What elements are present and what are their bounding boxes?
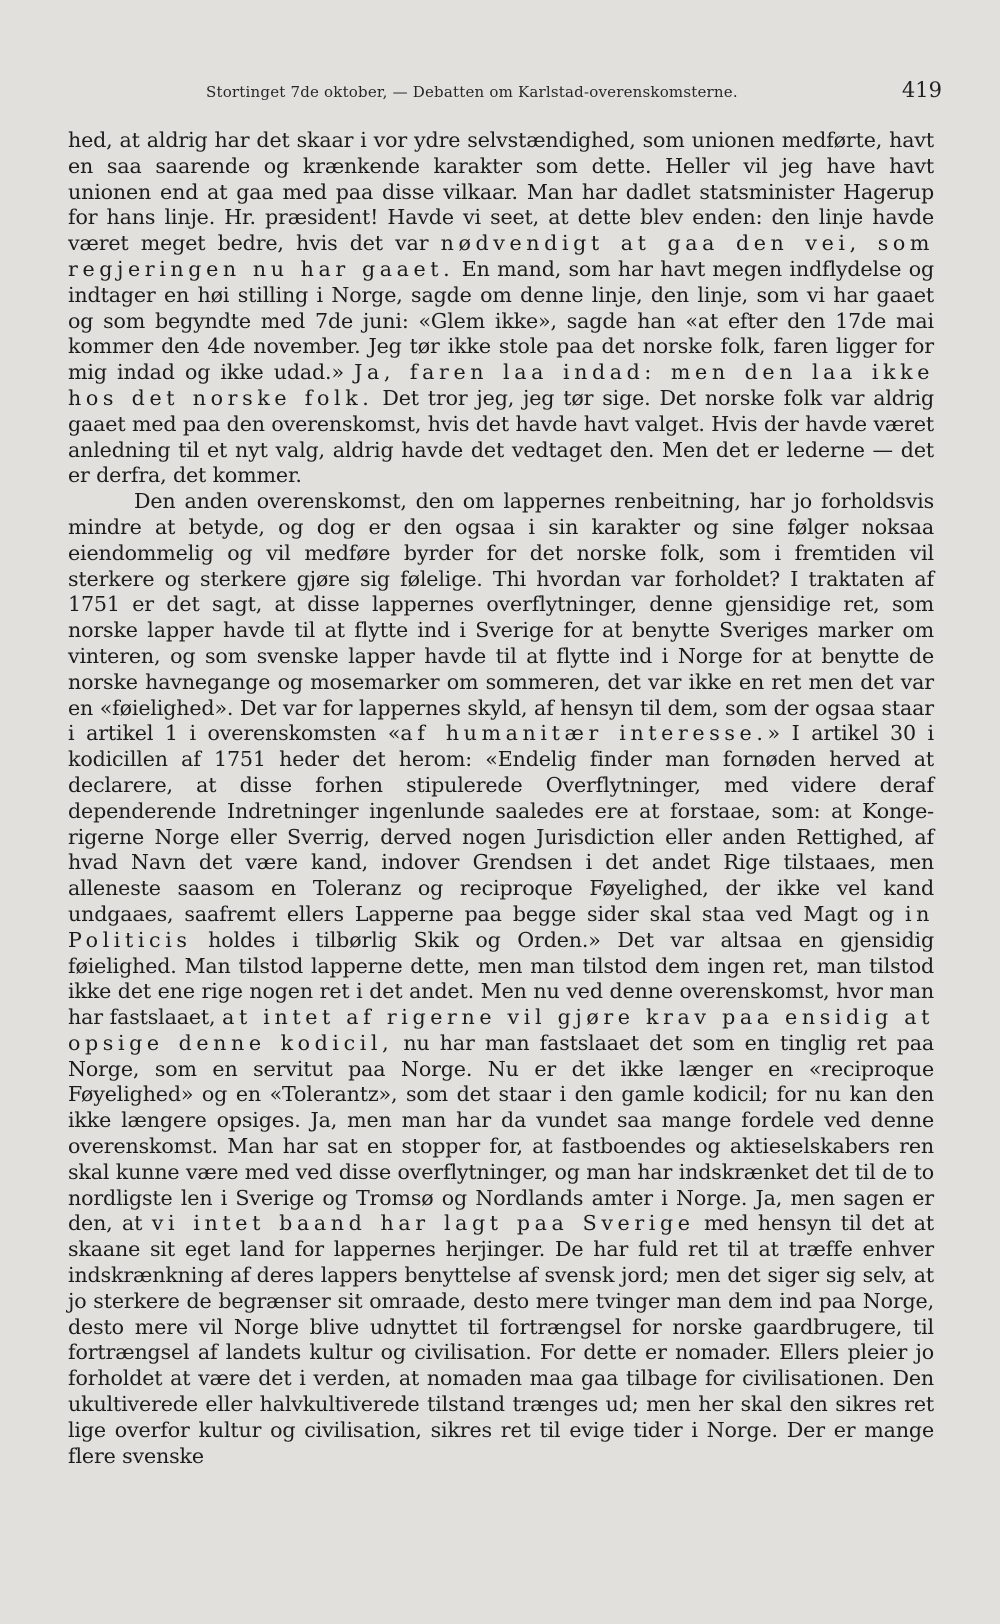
body-text	[68, 128, 934, 1469]
header-title: Stortinget 7de oktober, — Debatten om Karlstad-overenskomsterne.	[206, 83, 738, 101]
emphasized-text: vi intet baand har lagt paa Sverige	[151, 1211, 695, 1236]
text-segment: nu har man fastslaaet det som en tinglig ret paa Norge, som en servitut paa Norge. Nu er det ikke længer en «reciproque Føyelighed» og en «Tolerantz», som det staar i den gamle kodicil; for nu kan den ikke længere opsiges. Ja, men man har da vundet saa mange fordele ved denne overenskomst. Man har sat en stopper for, at fastboendes og aktieselskabers ren skal kunne være med ved disse overflytninger, og man har indskrænket det til de to nordligste len i Sverige og Tromsø og Nordlands amter i Norge. Ja, men sagen er den, at	[68, 1030, 934, 1236]
text-segment: Det tror jeg, jeg tør sige. Det norske folk var aldrig gaaet med paa den overenskomst, hvis det havde havt valget. Hvis der havde været anledning til et nyt valg, aldrig havde det vedtaget den. Men det er lederne — det er derfra, det kommer.	[68, 385, 934, 488]
running-header	[206, 78, 942, 110]
paragraph-2	[68, 489, 934, 1469]
emphasized-text: af humanitær interesse.	[400, 721, 768, 746]
text-segment: » I artikel 30 i kodicillen af 1751 heder det herom: «Endelig finder man fornøden herved at declarere, at disse forhen stipulerede Overflytninger, med videre deraf dependerende Indretninger ingenlunde saaledes ere at forstaae, som: at Konge-rigerne Norge eller Sverrig, derved nogen Jurisdiction eller anden Rettighed, af hvad Navn det være kand, indover Grendsen i det andet Rige tilstaaes, men alleneste saasom en Toleranz og reciproque Føyelighed, der ikke vel kand undgaaes, saafremt ellers Lapperne paa begge sider skal staa ved Magt og	[68, 721, 934, 926]
paragraph-1	[68, 128, 934, 489]
text-segment: holdes i tilbørlig Skik og Orden.» Det var altsaa en gjensidig føielighed. Man tilstod lapperne dette, men man tilstod dem ingen ret, man tilstod ikke det ene rige nogen ret i det andet. Men nu ved denne overenskomst, hvor man har fastslaaet,	[68, 927, 934, 1030]
emphasized-text: nødvendigt at gaa den vei, som regjeringen nu har gaaet.	[68, 231, 934, 281]
text-segment: Den anden overenskomst, den om lappernes renbeitning, har jo forholdsvis mindre at betyde, og dog er den ogsaa i sin karakter og sine følger noksaa eiendommelig og vil medføre byrder for det norske folk, som i fremtiden vil sterkere og sterkere gjøre sig følelige. Thi hvordan var forholdet? I traktaten af 1751 er det sagt, at disse lappernes overflytninger, denne gjensidige ret, som norske lapper havde til at flytte ind i Sverige for at benytte Sveriges marker om vinteren, og som svenske lapper havde til at flytte ind i Norge for at benytte de norske havnegange og mosemarker om sommeren, det var ikke en ret men det var en «føielighed». Det var for lappernes skyld, af hensyn til dem, som der ogsaa staar i artikel 1 i overenskomsten «	[68, 489, 934, 746]
text-segment: med hensyn til det at skaane sit eget land for lappernes herjinger. De har fuld ret til at træffe enhver indskrænkning af deres lappers benyttelse af svensk jord; men det siger sig selv, at jo sterkere de begrænser sit omraade, desto mere tvinger man dem ind paa Norge, desto mere vil Norge blive udnyttet til fortrængsel for norske gaardbrugere, til fortrængsel af landets kultur og civilisation. For dette er nomader. Ellers pleier jo forholdet at være det i verden, at nomaden maa gaa tilbage for civilisationen. Den ukultiverede eller halvkultiverede tilstand trænges ud; men her skal den sikres ret lige overfor kultur og civilisation, sikres ret til evige tider i Norge. Der er mange flere svenske	[68, 1211, 934, 1468]
text-segment: hed, at aldrig har det skaar i vor ydre selvstændighed, som unionen medførte, havt en saa saarende og krænkende karakter som dette. Heller vil jeg have havt unionen end at gaa med paa disse vilkaar. Man har dadlet statsminister Hagerup for hans linje. Hr. præsident! Havde vi seet, at dette blev enden: den linje havde været meget bedre, hvis det var	[68, 128, 934, 256]
text-segment: En mand, som har havt megen indflydelse og indtager en høi stilling i Norge, sagde om denne linje, den linje, som vi har gaaet og som begyndte med 7de juni: «Glem ikke», sagde han «at efter den 17de mai kommer den 4de november. Jeg tør ikke stole paa det norske folk, faren ligger for mig indad og ikke udad.»	[68, 256, 934, 385]
page-number: 419	[901, 78, 942, 102]
emphasized-text: in Politicis	[68, 901, 934, 952]
emphasized-text: at intet af rigerne vil gjøre krav paa ensidig at opsige denne kodicil,	[68, 1005, 934, 1055]
emphasized-text: Ja, faren laa indad: men den laa ikke hos det norske folk.	[68, 360, 935, 410]
